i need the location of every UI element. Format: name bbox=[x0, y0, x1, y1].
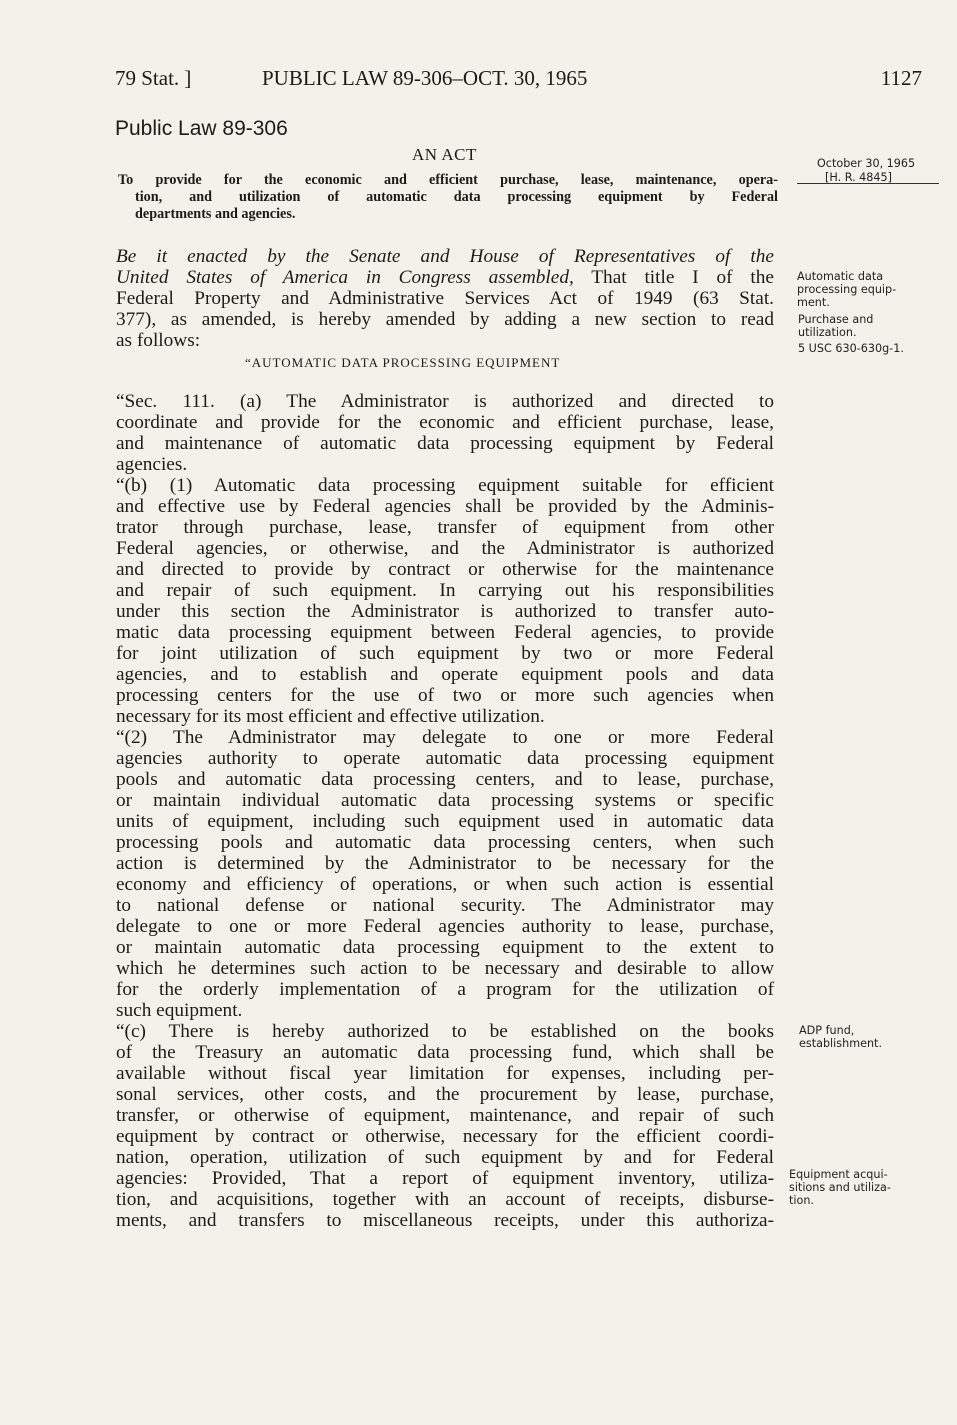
margin-note-line: Purchase and bbox=[798, 313, 874, 326]
text-line: necessary for its most efficient and effective utilization. bbox=[116, 706, 545, 727]
margin-note-line: establishment. bbox=[799, 1037, 883, 1050]
margin-note-line: Equipment acqui- bbox=[789, 1168, 888, 1181]
text-line: to national defense or national security. The Administrator may bbox=[116, 895, 774, 916]
margin-note-purchase bbox=[798, 313, 873, 339]
text-line: Federal agencies, or otherwise, and the Administrator is authorized bbox=[116, 538, 774, 559]
text-line: available without fiscal year limitation for expenses, including per- bbox=[116, 1063, 774, 1084]
text-line: and effective use by Federal agencies shall be provided by the Adminis- bbox=[116, 496, 774, 517]
paragraph-b2 bbox=[116, 727, 774, 1021]
act-purpose bbox=[118, 172, 778, 223]
text-line: coordinate and provide for the economic and efficient purchase, lease, bbox=[116, 412, 774, 433]
paragraph-b1 bbox=[116, 475, 774, 727]
text-line: or maintain individual automatic data processing systems or specific bbox=[116, 790, 774, 811]
paragraph-c bbox=[116, 1021, 774, 1231]
text-line: Be it enacted by the Senate and House of Representatives of the bbox=[116, 246, 774, 267]
text-line: tion, and acquisitions, together with an account of receipts, disburse- bbox=[116, 1189, 774, 1210]
text-line: agencies, and to establish and operate equipment pools and data bbox=[116, 664, 774, 685]
margin-note-fund bbox=[799, 1024, 882, 1050]
margin-date: October 30, 1965 bbox=[817, 157, 916, 170]
public-law-title: Public Law 89-306 bbox=[115, 117, 288, 140]
text-line: and maintenance of automatic data processing equipment by Federal bbox=[116, 433, 774, 454]
header-law-date: PUBLIC LAW 89-306–OCT. 30, 1965 bbox=[262, 66, 588, 90]
text-line: agencies authority to operate automatic data processing equipment bbox=[116, 748, 774, 769]
text-line: matic data processing equipment between Federal agencies, to provide bbox=[116, 622, 774, 643]
enacting-clause bbox=[116, 246, 774, 351]
margin-note-line: utilization. bbox=[798, 326, 857, 339]
text-line: for joint utilization of such equipment by two or more Federal bbox=[116, 643, 774, 664]
text-line: “(2) The Administrator may delegate to one or more Federal bbox=[116, 727, 774, 748]
text-line: economy and efficiency of operations, or when such action is essential bbox=[116, 874, 774, 895]
page-number: 1127 bbox=[880, 66, 922, 90]
paragraph-a bbox=[116, 391, 774, 475]
margin-divider bbox=[797, 183, 939, 184]
purpose-line: To provide for the economic and efficient purchase, lease, maintenance, opera- bbox=[118, 172, 778, 188]
text-line: agencies. bbox=[116, 454, 188, 475]
purpose-line: departments and agencies. bbox=[135, 206, 296, 222]
margin-note-line: sitions and utiliza- bbox=[789, 1181, 891, 1194]
text-line: “(c) There is hereby authorized to be established on the books bbox=[116, 1021, 774, 1042]
text-line: and directed to provide by contract or otherwise for the maintenance bbox=[116, 559, 774, 580]
purpose-line: tion, and utilization of automatic data processing equipment by Federal bbox=[135, 189, 778, 205]
text-line: pools and automatic data processing centers, and to lease, purchase, bbox=[116, 769, 774, 790]
text-line: 377), as amended, is hereby amended by adding a new section to read bbox=[116, 309, 774, 330]
text-line: and repair of such equipment. In carrying out his responsibilities bbox=[116, 580, 774, 601]
text-line: delegate to one or more Federal agencies authority to lease, purchase, bbox=[116, 916, 774, 937]
section-heading: “AUTOMATIC DATA PROCESSING EQUIPMENT bbox=[245, 355, 561, 370]
margin-note-line: ADP fund, bbox=[799, 1024, 855, 1037]
text-line: processing pools and automatic data processing centers, when such bbox=[116, 832, 774, 853]
text-line: agencies: Provided, That a report of equipment inventory, utiliza- bbox=[116, 1168, 774, 1189]
header-stat-reference: 79 Stat. ] bbox=[115, 66, 192, 90]
margin-note-line: processing equip- bbox=[797, 283, 897, 296]
text-line: “(b) (1) Automatic data processing equipment suitable for efficient bbox=[116, 475, 774, 496]
text-line: of the Treasury an automatic data processing fund, which shall be bbox=[116, 1042, 774, 1063]
margin-note-equipment bbox=[789, 1168, 891, 1207]
margin-usc-citation: 5 USC 630-630g-1. bbox=[798, 342, 904, 355]
act-label: AN ACT bbox=[412, 145, 477, 164]
text-line: such equipment. bbox=[116, 1000, 243, 1021]
text-line: nation, operation, utilization of such equipment by and for Federal bbox=[116, 1147, 774, 1168]
text-line: sonal services, other costs, and the procurement by lease, purchase, bbox=[116, 1084, 774, 1105]
margin-bill-number: [H. R. 4845] bbox=[825, 171, 893, 184]
text-line: or maintain automatic data processing equipment to the extent to bbox=[116, 937, 774, 958]
text-line: for the orderly implementation of a program for the utilization of bbox=[116, 979, 774, 1000]
margin-note-line: ment. bbox=[797, 296, 830, 309]
text-line: units of equipment, including such equipment used in automatic data bbox=[116, 811, 774, 832]
text-line: transfer, or otherwise of equipment, maintenance, and repair of such bbox=[116, 1105, 774, 1126]
text-line: action is determined by the Administrator to be necessary for the bbox=[116, 853, 774, 874]
margin-note-adp bbox=[797, 270, 896, 309]
text-line: under this section the Administrator is authorized to transfer auto- bbox=[116, 601, 774, 622]
text-line: ments, and transfers to miscellaneous receipts, under this authoriza- bbox=[116, 1210, 774, 1231]
text-line: processing centers for the use of two or more such agencies when bbox=[116, 685, 774, 706]
text-line: United States of America in Congress assembled, That title I of the bbox=[116, 267, 774, 288]
margin-note-line: Automatic data bbox=[797, 270, 884, 283]
text-line: equipment by contract or otherwise, necessary for the efficient coordi- bbox=[116, 1126, 774, 1147]
text-line: trator through purchase, lease, transfer of equipment from other bbox=[116, 517, 774, 538]
text-line: “Sec. 111. (a) The Administrator is authorized and directed to bbox=[116, 391, 774, 412]
margin-note-line: tion. bbox=[789, 1194, 814, 1207]
text-line: which he determines such action to be necessary and desirable to allow bbox=[116, 958, 774, 979]
text-line: as follows: bbox=[116, 330, 201, 351]
text-line: Federal Property and Administrative Services Act of 1949 (63 Stat. bbox=[116, 288, 774, 309]
